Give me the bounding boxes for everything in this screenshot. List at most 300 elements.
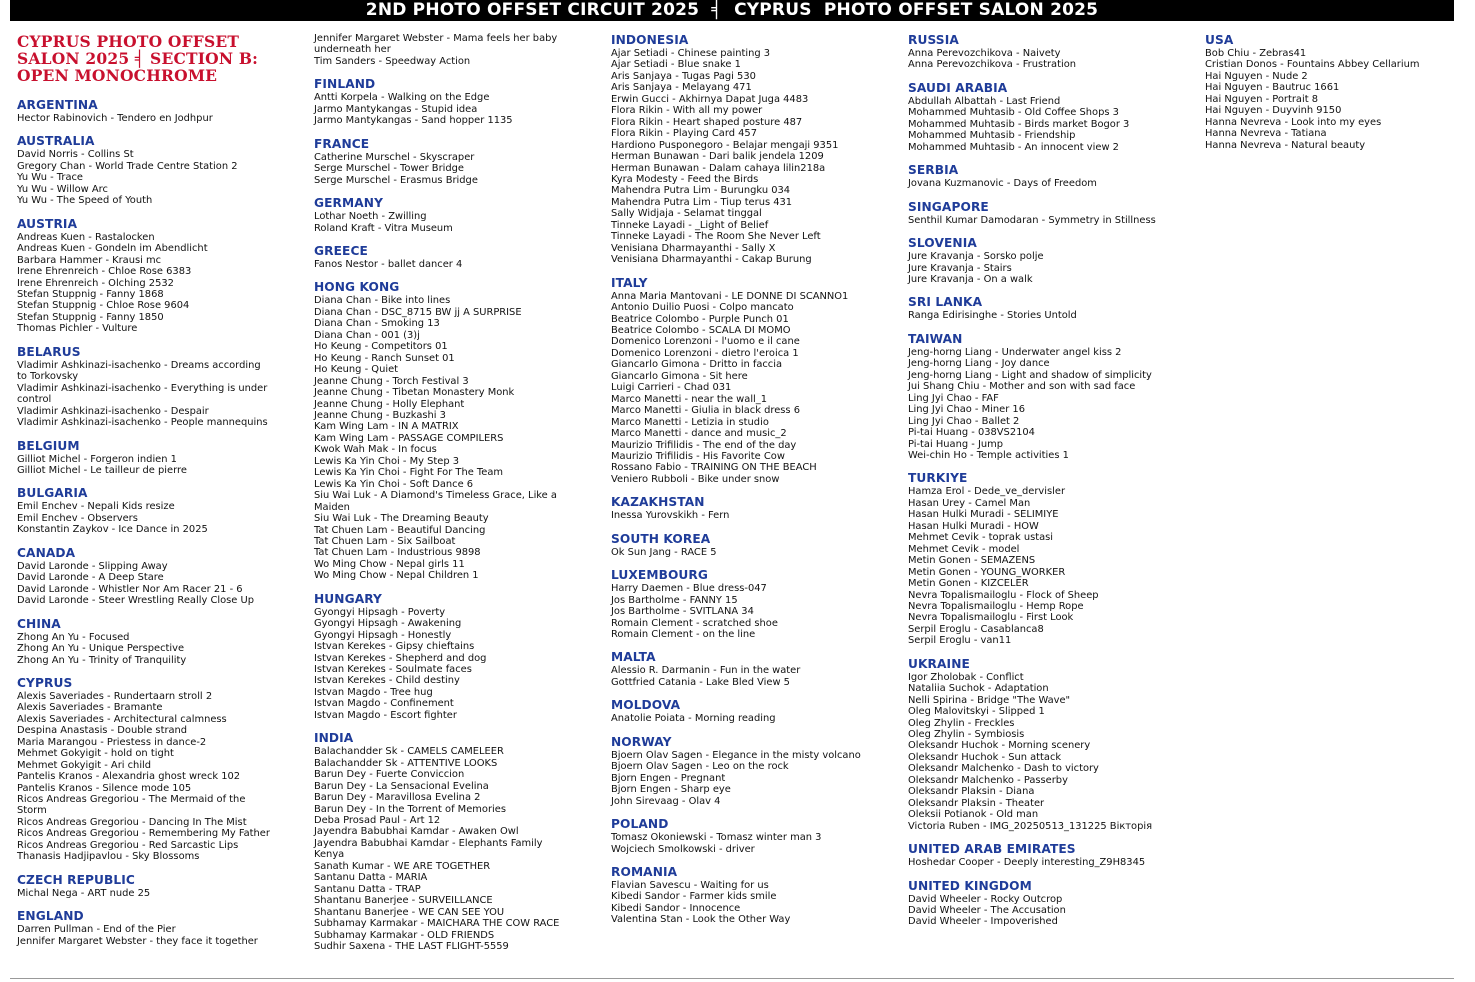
entry-line: Stefan Stuppnig - Chloe Rose 9604 [17,300,190,312]
entry-line: Gottfried Catania - Lake Bled View 5 [611,676,790,688]
entry-line: Ajar Setiadi - Chinese painting 3 [611,48,771,59]
entry-line: Tinneke Layadi - The Room She Never Left [611,231,821,243]
entry-line: David Norris - Collins St [17,149,134,161]
entry-line: Oleksii Potianok - Old man [908,809,1039,821]
entry-line: Flavian Savescu - Waiting for us [611,880,769,892]
country-heading: ENGLAND [17,909,84,924]
country-group [314,592,599,722]
entry-line: David Laronde - A Deep Stare [17,572,164,584]
entry-line: Oleksandr Plaksin - Theater [908,797,1045,809]
country-group [908,163,1193,189]
country-group [908,842,1193,868]
entry-line: Michal Nega - ART nude 25 [17,887,151,899]
country-heading: RUSSIA [908,33,959,47]
entry-line: Yu Wu - The Speed of Youth [17,195,153,207]
entry-line: Marco Manetti - Giulia in black dress 6 [611,405,800,417]
entry-line: Gyongyi Hipsagh - Poverty [314,606,446,618]
entry-line: David Wheeler - Rocky Outcrop [908,893,1063,905]
entry-line: Deba Prosad Paul - Art 12 [314,815,441,827]
entry-line: Ranga Edirisinghe - Stories Untold [908,310,1077,322]
entry-line: Diana Chan - Bike into lines [314,295,451,307]
entry-line: Kibedi Sandor - Innocence [611,902,741,914]
entry-line: Victoria Ruben - IMG_20250513_131225 Вікторія [908,820,1153,832]
section-title-line-1: CYPRUS PHOTO OFFSET [17,32,240,51]
entry-line: Giancarlo Gimona - Dritto in faccia [611,359,783,371]
entry-line: Hamza Erol - Dede_ve_dervisler [908,486,1066,498]
country-group [1205,33,1475,151]
entry-line: Gyongyi Hipsagh - Honestly [314,629,452,641]
entry-line: Ricos Andreas Gregoriou - Remembering My Father [17,828,270,840]
entry-line: Hoshedar Cooper - Deeply interesting_Z9H8345 [908,857,1146,869]
entry-line: Maurizio Trifilidis - The end of the day [611,439,797,451]
entry-line: Shantanu Banerjee - WE CAN SEE YOU [314,906,505,918]
country-heading: CZECH REPUBLIC [17,872,135,887]
entry-line: Igor Zholobak - Conflict [908,671,1024,683]
country-heading: NORWAY [611,734,672,749]
entry-line: Oleg Malovitskyi - Slipped 1 [908,706,1045,718]
entry-line: Mehmet Cevik - toprak ustasi [908,532,1054,544]
entry-line: Giancarlo Gimona - Sit here [611,370,748,382]
entry-line: Inessa Yurovskikh - Fern [611,510,730,522]
country-heading: POLAND [611,817,669,832]
entry-line: Wei-chin Ho - Temple activities 1 [908,449,1069,461]
entry-line: Vladimir Ashkinazi-isachenko - Everything is under [17,382,268,394]
entry-line: Siu Wai Luk - A Diamond's Timeless Grace, Like a [314,490,557,502]
entry-line: Diana Chan - Smoking 13 [314,318,440,330]
entry-line: Thomas Pichler - Vulture [17,323,138,335]
entry-line: Herman Bunawan - Dari balik jendela 1209 [611,151,824,163]
entry-line: Beatrice Colombo - SCALA DI MOMO [611,324,791,336]
entry-line: Valentina Stan - Look the Other Way [611,914,791,926]
entry-line: Lewis Ka Yin Choi - My Step 3 [314,455,460,467]
country-heading: FRANCE [314,136,370,151]
country-group [611,817,896,855]
country-group [17,676,302,863]
entry-line: Maria Marangou - Priestess in dance-2 [17,736,207,748]
entry-line: Diana Chan - 001 (3)j [314,329,420,341]
entry-line: Jeng-horng Liang - Underwater angel kiss 2 [908,346,1122,358]
entry-line: Anna Perevozchikova - Naivety [908,48,1061,59]
entry-line: Hai Nguyen - Duyvinh 9150 [1205,105,1342,117]
entry-line: Jui Shang Chiu - Mother and son with sad face [908,381,1136,393]
entry-line: Bjoern Olav Sagen - Elegance in the misty volcano [611,749,861,761]
country-heading: CHINA [17,616,61,631]
country-heading: UNITED ARAB EMIRATES [908,842,1076,857]
entry-line: Gilliot Michel - Forgeron indien 1 [17,453,177,465]
country-heading: AUSTRIA [17,216,78,231]
entry-line: underneath her [314,44,391,56]
entry-line: Bjorn Engen - Pregnant [611,772,726,784]
country-group [611,276,896,486]
country-heading: BELGIUM [17,438,80,453]
entry-line: Domenico Lorenzoni - l'uomo e il cane [611,336,800,348]
country-group [17,345,302,429]
entry-line: Balachandder Sk - ATTENTIVE LOOKS [314,757,498,769]
entry-line: Zhong An Yu - Unique Perspective [17,643,185,655]
entry-line: Marco Manetti - Letizia in studio [611,416,769,428]
entry-line: Mohammed Muhtasib - Birds market Bogor 3 [908,118,1130,130]
entry-line: to Torkovsky [17,371,79,383]
entry-line: David Wheeler - Impoverished [908,916,1058,928]
entry-line: Tim Sanders - Speedway Action [314,55,471,67]
entry-line: Hasan Urey - Camel Man [908,497,1031,509]
entry-line: Ricos Andreas Gregoriou - Red Sarcastic Lips [17,839,239,851]
entry-line: Balachandder Sk - CAMELS CAMELEER [314,746,504,758]
country-group [17,546,302,607]
entry-line: Lothar Noeth - Zwilling [314,211,427,223]
entry-line: Harry Daemen - Blue dress-047 [611,583,767,595]
entry-line: control [17,394,52,406]
entry-line: Hasan Hulki Muradi - HOW [908,520,1039,532]
entry-line: Pi-tai Huang - Jump [908,438,1004,450]
country-group [17,617,302,666]
entry-line: Nelli Spirina - Bridge "The Wave" [908,694,1071,706]
country-group [17,98,302,124]
entry-line: Abdullah Albattah - Last Friend [908,95,1061,107]
entry-line: Serge Murschel - Tower Bridge [314,163,464,175]
entry-line: Ling Jyi Chao - Ballet 2 [908,415,1020,427]
entry-line: Zhong An Yu - Trinity of Tranquility [17,654,187,666]
entry-line: Irene Ehrenreich - Chloe Rose 6383 [17,266,192,278]
entry-line: Nataliia Suchok - Adaptation [908,683,1049,695]
country-group [908,657,1193,832]
page-banner: 2ND PHOTO OFFSET CIRCUIT 2025 ╡ CYPRUS PHOTO OFFSET SALON 2025 [10,0,1454,21]
entry-line: Kam Wing Lam - PASSAGE COMPILERS [314,432,504,444]
country-heading: CYPRUS [17,675,73,690]
entry-line: Hai Nguyen - Nude 2 [1205,70,1308,82]
entry-line: Veniero Rubboli - Bike under snow [611,473,780,485]
entry-line: Tat Chuen Lam - Six Sailboat [314,535,456,547]
entry-line: Siu Wai Luk - The Dreaming Beauty [314,513,489,525]
entry-line: Jeanne Chung - Buzkashi 3 [314,409,446,421]
entry-line: Jarmo Mantykangas - Sand hopper 1135 [314,115,513,127]
entry-line: Jeanne Chung - Tibetan Monastery Monk [314,387,515,399]
entry-line: Santanu Datta - TRAP [314,883,421,895]
entry-line: Alexis Saveriades - Architectural calmness [17,713,227,725]
country-group [908,236,1193,285]
entry-line: Kwok Wah Mak - In focus [314,444,437,456]
entry-line: Storm [17,805,47,817]
entry-line: Pantelis Kranos - Silence mode 105 [17,782,192,794]
entry-line: Alexis Saveriades - Bramante [17,702,163,714]
country-group [611,865,896,926]
entry-line: Serpil Eroglu - van11 [908,635,1012,647]
country-group [908,295,1193,321]
entry-line: Venisiana Dharmayanthi - Cakap Burung [611,254,812,266]
entry-line: Mehmet Cevik - model [908,543,1020,555]
entry-line: Yu Wu - Trace [17,172,84,184]
entry-line: Vladimir Ashkinazi-isachenko - People mannequins [17,417,268,429]
entry-line: Jennifer Margaret Webster - Mama feels her baby [314,33,558,44]
entry-line: Lewis Ka Yin Choi - Fight For The Team [314,467,504,479]
entry-line: Diana Chan - DSC_8715 BW jj A SURPRISE [314,306,522,318]
entry-line: Gyongyi Hipsagh - Awakening [314,618,462,630]
entry-line: Vladimir Ashkinazi-isachenko - Dreams according [17,359,261,371]
entry-line: Pantelis Kranos - Alexandria ghost wreck 102 [17,771,241,783]
entry-line: Mohammed Muhtasib - An innocent view 2 [908,141,1119,153]
column-2 [314,33,599,962]
entry-line: David Laronde - Whistler Nor Am Racer 21 - 6 [17,583,243,595]
entry-line: Marco Manetti - dance and music_2 [611,428,787,440]
entry-line: Jos Bartholme - SVITLANA 34 [611,606,754,618]
entry-line: Vladimir Ashkinazi-isachenko - Despair [17,405,209,417]
entry-line: Wojciech Smolkowski - driver [611,843,755,855]
entry-line: Alessio R. Darmanin - Fun in the water [611,665,801,677]
country-group [17,873,302,899]
entry-line: Gregory Chan - World Trade Centre Station 2 [17,160,238,172]
section-title [17,33,302,84]
entry-line: Hai Nguyen - Bautruc 1661 [1205,82,1340,94]
entry-line: Andreas Kuen - Gondeln im Abendlicht [17,243,208,255]
entry-line: Bob Chiu - Zebras41 [1205,48,1307,59]
country-group [908,471,1193,646]
entry-line: Oleg Zhylin - Symbiosis [908,729,1025,741]
entry-line: Jovana Kuzmanovic - Days of Freedom [908,178,1097,190]
entry-line: Aris Sanjaya - Tugas Pagi 530 [611,70,756,82]
entry-line: Jayendra Babubhai Kamdar - Awaken Owl [314,826,519,838]
entry-line: Hasan Hulki Muradi - SELIMIYE [908,509,1059,521]
entry-line: Irene Ehrenreich - Olching 2532 [17,277,174,289]
country-group [611,650,896,688]
entry-line: Hanna Nevreva - Look into my eyes [1205,116,1382,128]
country-group [611,495,896,521]
entry-line: Mehmet Gokyigit - Ari child [17,759,152,771]
entry-line: Subhamay Karmakar - OLD FRIENDS [314,929,495,941]
country-heading: MOLDOVA [611,698,681,713]
entry-line: Jennifer Margaret Webster - they face it together [17,935,258,947]
country-group [17,909,302,947]
entry-line: Anna Perevozchikova - Frustration [908,59,1077,71]
entry-line: Hanna Nevreva - Tatiana [1205,128,1327,140]
entry-line: Roland Kraft - Vitra Museum [314,222,453,234]
country-heading: BULGARIA [17,486,88,501]
country-group [611,735,896,807]
entry-line: Ajar Setiadi - Blue snake 1 [611,59,741,71]
entry-line: Hector Rabinovich - Tendero en Jodhpur [17,113,213,124]
entry-line: Jos Bartholme - FANNY 15 [611,594,738,606]
entry-line: Rossano Fabio - TRAINING ON THE BEACH [611,462,817,474]
entry-line: Jure Kravanja - Stairs [908,262,1012,274]
entry-line: Jarmo Mantykangas - Stupid idea [314,103,478,115]
entry-line: Nevra Topalismailoglu - Flock of Sheep [908,589,1099,601]
entry-line: Kenya [314,849,345,861]
country-heading: AUSTRALIA [17,134,95,149]
country-group [17,439,302,477]
country-group [17,486,302,535]
country-heading: CANADA [17,545,76,560]
entry-line: Luigi Carrieri - Chad 031 [611,382,732,394]
entry-line: Metin Gonen - YOUNG_WORKER [908,566,1066,578]
entry-line: Kam Wing Lam - IN A MATRIX [314,421,459,433]
entry-line: Oleksandr Huchok - Sun attack [908,751,1062,763]
entry-line: Barun Dey - La Sensacional Evelina [314,780,489,792]
entry-line: Tat Chuen Lam - Beautiful Dancing [314,524,486,536]
entry-line: Bjorn Engen - Sharp eye [611,784,731,796]
entry-line: Sally Widjaja - Selamat tinggal [611,208,762,220]
entry-line: Konstantin Zaykov - Ice Dance in 2025 [17,524,208,536]
country-group [611,532,896,558]
entry-line: Ling Jyi Chao - Miner 16 [908,404,1026,416]
country-heading: UKRAINE [908,656,970,671]
country-heading: SERBIA [908,163,959,178]
entry-line: Mehmet Gokyigit - hold on tight [17,748,174,760]
entry-line: Ho Keung - Quiet [314,364,399,376]
entry-line: Mahendra Putra Lim - Tiup terus 431 [611,196,793,208]
country-group [908,81,1193,153]
entry-line: Barun Dey - In the Torrent of Memories [314,803,506,815]
entry-line: Anna Maria Mantovani - LE DONNE DI SCANNO1 [611,290,849,302]
country-group [314,280,599,581]
country-heading: ARGENTINA [17,98,98,112]
country-heading: FINLAND [314,77,376,92]
column-3 [611,33,896,936]
entry-line: Herman Bunawan - Dalam cahaya lilin218a [611,162,826,174]
entry-line: Oleksandr Malchenko - Dash to victory [908,763,1099,775]
country-heading: SRI LANKA [908,295,983,310]
column-4 [908,33,1193,938]
country-heading: GERMANY [314,196,383,211]
country-heading: HUNGARY [314,591,382,606]
entry-line: Lewis Ka Yin Choi - Soft Dance 6 [314,478,474,490]
entry-line: Ok Sun Jang - RACE 5 [611,546,717,558]
country-group [314,137,599,186]
entry-line: Serpil Eroglu - Casablanca8 [908,623,1044,635]
country-group [314,244,599,270]
country-heading: SLOVENIA [908,236,977,251]
entry-line: Metin Gonen - KIZCELER [908,578,1029,590]
country-heading: TAIWAN [908,331,963,346]
entry-line: Serge Murschel - Erasmus Bridge [314,174,478,186]
section-title-line-3: OPEN MONOCHROME [17,66,218,85]
entry-line: David Laronde - Steer Wrestling Really Close Up [17,595,254,607]
country-heading: BELARUS [17,344,81,359]
entry-line: Flora Rikin - Playing Card 457 [611,128,757,140]
entry-line: Zhong An Yu - Focused [17,631,130,643]
bottom-rule [10,978,1454,979]
entry-line: Istvan Kerekes - Child destiny [314,675,460,687]
entry-line: Barbara Hammer - Krausi mc [17,254,162,266]
entry-line: Flora Rikin - Heart shaped posture 487 [611,116,803,128]
entry-line: Yu Wu - Willow Arc [17,183,108,195]
entry-line: Tat Chuen Lam - Industrious 9898 [314,547,481,559]
entry-line: Istvan Kerekes - Shepherd and dog [314,652,487,664]
entry-line: Mahendra Putra Lim - Burungku 034 [611,185,791,197]
entry-line: Istvan Magdo - Confinement [314,698,454,710]
entry-line: Oleksandr Plaksin - Diana [908,786,1035,798]
entry-line: Flora Rikin - With all my power [611,105,763,117]
country-heading: SOUTH KOREA [611,531,711,546]
entry-line: Antonio Duilio Puosi - Colpo mancato [611,302,794,314]
entry-line: Emil Enchev - Observers [17,512,138,524]
entry-line: Alexis Saveriades - Rundertaarn stroll 2 [17,690,213,702]
entry-line: Jeng-horng Liang - Joy dance [908,358,1050,370]
entry-line: Ho Keung - Competitors 01 [314,341,448,353]
entry-line: Ho Keung - Ranch Sunset 01 [314,352,455,364]
country-heading: TURKIYE [908,471,968,486]
entry-line: Barun Dey - Fuerte Conviccion [314,769,465,781]
entry-line: Ling Jyi Chao - FAF [908,392,999,404]
entry-line: Santanu Datta - MARIA [314,872,428,884]
country-group [908,332,1193,462]
entry-line: David Laronde - Slipping Away [17,560,168,572]
entry-line: David Wheeler - The Accusation [908,905,1066,917]
entry-line: Shantanu Banerjee - SURVEILLANCE [314,895,493,907]
entry-line: Beatrice Colombo - Purple Punch 01 [611,313,789,325]
country-heading: SAUDI ARABIA [908,80,1008,95]
section-title-line-2: SALON 2025 ╡ SECTION B: [17,49,259,68]
country-group [611,33,896,266]
entry-line: Istvan Kerekes - Soulmate faces [314,664,472,676]
entry-line: Pi-tai Huang - 038VS2104 [908,427,1035,439]
entry-line: Metin Gonen - SEMAZENS [908,555,1036,567]
country-heading: HONG KONG [314,280,400,295]
country-group [17,134,302,206]
entry-line: Jeanne Chung - Holly Elephant [314,398,465,410]
country-heading: UNITED KINGDOM [908,878,1032,893]
entry-line: Nevra Topalismailoglu - First Look [908,612,1074,624]
entry-line: Maurizio Trifilidis - His Favorite Cow [611,450,785,462]
country-heading: INDIA [314,731,354,746]
entry-line: Jure Kravanja - Sorsko polje [908,251,1044,263]
entry-line: Jeanne Chung - Torch Festival 3 [314,375,469,387]
country-group [908,200,1193,226]
country-group [611,698,896,724]
entry-line: Tomasz Okoniewski - Tomasz winter man 3 [611,832,822,844]
entry-line: Catherine Murschel - Skyscraper [314,151,475,163]
entry-line: Senthil Kumar Damodaran - Symmetry in Stillness [908,214,1156,226]
country-group [908,33,1193,71]
country-group [314,731,599,952]
entry-line: Sudhir Saxena - THE LAST FLIGHT-5559 [314,941,509,952]
entry-line: Tinneke Layadi - _Light of Belief [611,219,769,231]
entry-line: Kyra Modesty - Feed the Birds [611,173,759,185]
entry-line: Jure Kravanja - On a walk [908,273,1033,285]
entry-line: Subhamay Karmakar - MAICHARA THE COW RACE [314,918,560,930]
entry-line: Aris Sanjaya - Melayang 471 [611,82,752,94]
country-heading: ITALY [611,275,648,290]
column-5 [1205,33,1475,161]
entry-line: Oleg Zhylin - Freckles [908,717,1015,729]
country-group [314,196,599,234]
country-group [611,568,896,640]
entry-line: Maiden [314,501,350,513]
entry-line: Emil Enchev - Nepali Kids resize [17,501,175,513]
entry-line: Ricos Andreas Gregoriou - The Mermaid of the [17,794,246,806]
entry-line: Wo Ming Chow - Nepal girls 11 [314,558,465,570]
entry-line: Darren Pullman - End of the Pier [17,924,176,936]
entry-line: Istvan Magdo - Escort fighter [314,709,457,721]
entry-line: Fanos Nestor - ballet dancer 4 [314,258,463,270]
entry-line: Cristian Donos - Fountains Abbey Cellarium [1205,59,1420,71]
country-heading: MALTA [611,650,656,665]
country-group [17,217,302,335]
entry-line: Istvan Magdo - Tree hug [314,686,433,698]
entry-line: Oleksandr Malchenko - Passerby [908,774,1068,786]
entry-line: Romain Clement - scratched shoe [611,617,778,629]
country-group [314,77,599,126]
country-group [314,33,599,67]
country-heading: USA [1205,33,1234,47]
country-heading: GREECE [314,243,368,258]
country-heading: ROMANIA [611,865,678,880]
entry-line: Istvan Kerekes - Gipsy chieftains [314,641,475,653]
entry-line: Stefan Stuppnig - Fanny 1868 [17,288,164,300]
country-group [908,879,1193,928]
entry-line: Domenico Lorenzoni - dietro l'eroica 1 [611,347,799,359]
entry-line: Thanasis Hadjipavlou - Sky Blossoms [17,851,200,863]
entry-line: Sanath Kumar - WE ARE TOGETHER [314,860,491,872]
entry-line: Jayendra Babubhai Kamdar - Elephants Family [314,837,543,849]
